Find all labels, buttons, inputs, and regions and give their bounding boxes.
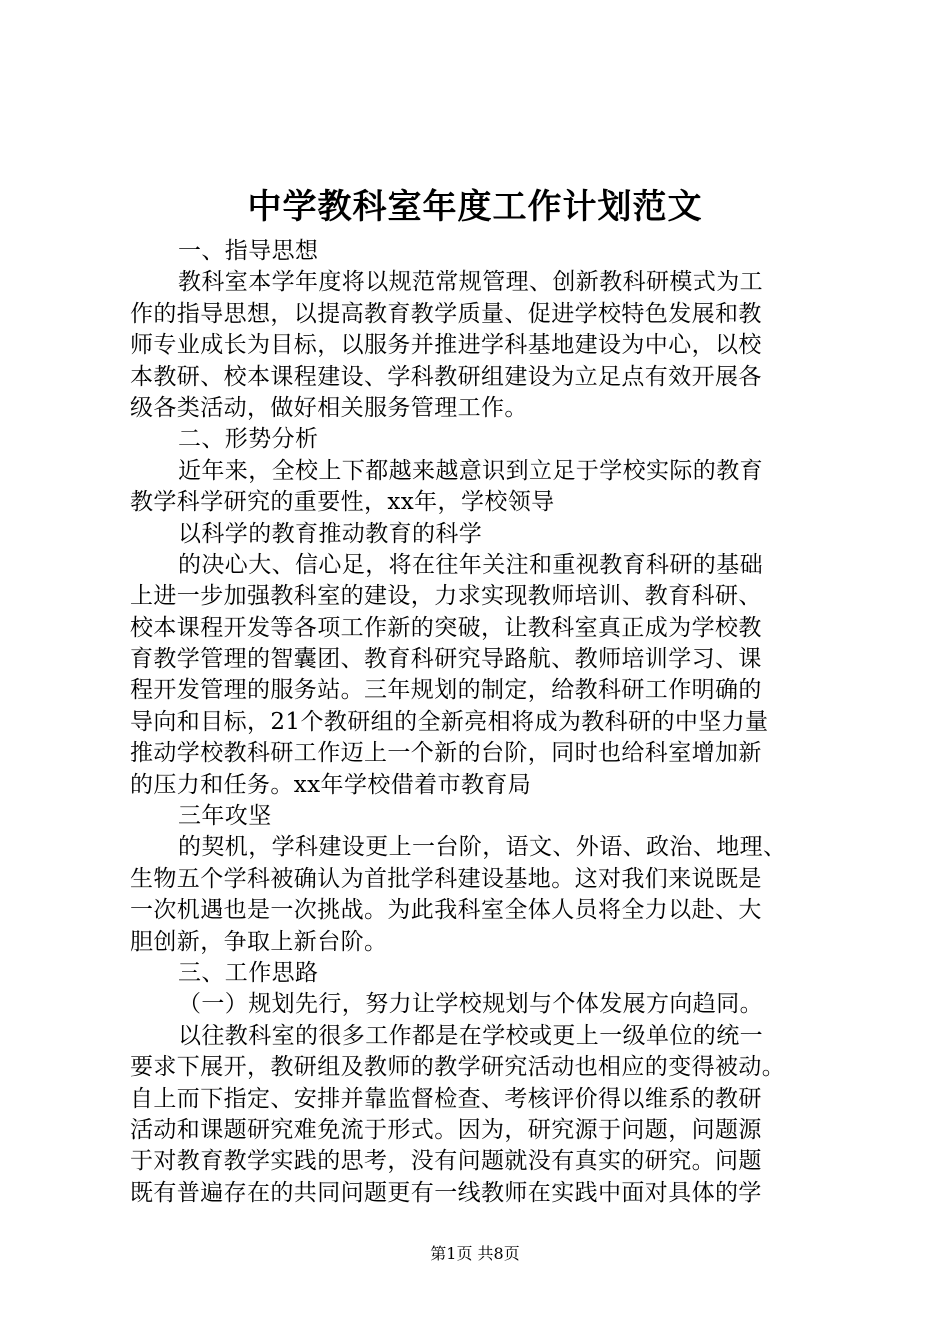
paragraph-line: 活动和课题研究难免流于形式。因为，研究源于问题，问题源	[130, 1116, 762, 1143]
document-body	[130, 236, 840, 1209]
paragraph-line: 推动学校教科研工作迈上一个新的台阶，同时也给科室增加新	[130, 740, 762, 767]
subsection-heading: （一）规划先行，努力让学校规划与个体发展方向趋同。	[178, 991, 763, 1018]
paragraph-line: 教学科学研究的重要性，xx年，学校领导	[130, 489, 555, 516]
paragraph-line: 育教学管理的智囊团、教育科研究导路航、教师培训学习、课	[130, 646, 762, 673]
paragraph-line: 自上而下指定、安排并靠监督检查、考核评价得以维系的教研	[130, 1085, 762, 1112]
paragraph-line: 以科学的教育推动教育的科学	[178, 520, 483, 547]
paragraph-line: 导向和目标，21个教研组的全新亮相将成为教科研的中坚力量	[130, 708, 769, 735]
paragraph-line: 上进一步加强教科室的建设，力求实现教师培训、教育科研、	[130, 583, 762, 610]
paragraph-line: 一次机遇也是一次挑战。为此我科室全体人员将全力以赴、大	[130, 897, 762, 924]
page-footer: 第1页 共8页	[430, 1244, 520, 1263]
paragraph-line: 的契机，学科建设更上一台阶，语文、外语、政治、地理、	[178, 834, 787, 861]
paragraph-line: 的压力和任务。xx年学校借着市教育局	[130, 771, 532, 798]
document-title: 中学教科室年度工作计划范文	[247, 187, 703, 227]
paragraph-line: 以往教科室的很多工作都是在学校或更上一级单位的统一	[178, 1022, 763, 1049]
section-heading: 二、形势分析	[178, 426, 319, 453]
paragraph-line: 三年攻坚	[178, 803, 272, 830]
paragraph-line: 级各类活动，做好相关服务管理工作。	[130, 394, 528, 421]
section-heading: 三、工作思路	[178, 959, 319, 986]
paragraph-line: 作的指导思想，以提高教育教学质量、促进学校特色发展和教	[130, 300, 762, 327]
section-heading: 一、指导思想	[178, 238, 319, 264]
paragraph-line: 既有普遍存在的共同问题更有一线教师在实践中面对具体的学	[130, 1179, 762, 1206]
paragraph-line: 要求下展开，教研组及教师的教学研究活动也相应的变得被动。	[130, 1054, 786, 1081]
paragraph-line: 校本课程开发等各项工作新的突破，让教科室真正成为学校教	[130, 614, 762, 641]
paragraph-line: 教科室本学年度将以规范常规管理、创新教科研模式为工	[178, 269, 763, 296]
paragraph-line: 的决心大、信心足，将在往年关注和重视教育科研的基础	[178, 551, 763, 578]
paragraph-line: 胆创新，争取上新台阶。	[130, 928, 388, 955]
paragraph-line: 程开发管理的服务站。三年规划的制定，给教科研工作明确的	[130, 677, 762, 704]
paragraph-line: 近年来，全校上下都越来越意识到立足于学校实际的教育	[178, 457, 763, 484]
paragraph-line: 于对教育教学实践的思考，没有问题就没有真实的研究。问题	[130, 1148, 762, 1175]
paragraph-line: 师专业成长为目标，以服务并推进学科基地建设为中心，以校	[130, 332, 762, 359]
paragraph-line: 本教研、校本课程建设、学科教研组建设为立足点有效开展各	[130, 363, 762, 390]
paragraph-line: 生物五个学科被确认为首批学科建设基地。这对我们来说既是	[130, 865, 762, 892]
